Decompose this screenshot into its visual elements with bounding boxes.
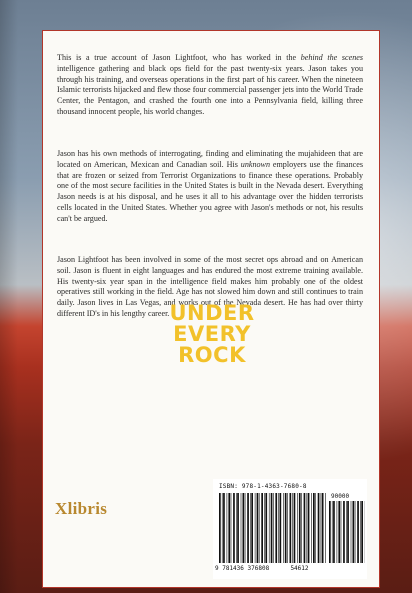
- barcode-bar: [337, 501, 338, 563]
- barcode-bar: [341, 501, 342, 563]
- barcode-box: [213, 479, 367, 579]
- text-run: employers use the finances that are frozen or seized from Terrorist Organizations to finance these operations. Probably one of the most secure facilities in the United States is built in the Nevada desert. Everything Jason needs is at his disposal, and he uses it all to his advantage over the hidden terrorists cells located in the United States. Whether you agree with Jason's methods or not, his results can't be argued.: [57, 159, 363, 223]
- barcode-bar: [357, 501, 359, 563]
- synopsis-paragraph-1: [57, 53, 363, 118]
- barcode-bar: [351, 501, 352, 563]
- barcode-bar: [315, 493, 316, 563]
- barcode-bar: [294, 493, 296, 563]
- barcode-bar: [325, 493, 326, 563]
- synopsis-panel: [42, 30, 380, 588]
- barcode-bar: [313, 493, 315, 563]
- barcode-bar: [222, 493, 223, 563]
- barcode-bar: [287, 493, 288, 563]
- barcode-bar: [321, 493, 322, 563]
- barcode-bar: [243, 493, 245, 563]
- barcode-bar: [227, 493, 228, 563]
- text-run: Jason Lightfoot has been involved in some of the most secret ops abroad and on American soil. Jason is fluent in eight languages and has endured the most extreme training available. His twenty-six year span in the intelligence field makes him probably one of the oldest operatives still working in the field. Age has not slowed him down and still continues to train daily. Jason lives in Las Vegas, and works out of the Nevada desert. He has had over thirty different ID's in his lengthy career.: [57, 255, 363, 318]
- barcode-bar: [283, 493, 284, 563]
- barcode-bar: [285, 493, 287, 563]
- book-title: [43, 303, 381, 366]
- barcode-addon-digits: 54612: [290, 565, 309, 572]
- barcode-bar: [297, 493, 298, 563]
- barcode-bar: [264, 493, 265, 563]
- barcode-bar: [237, 493, 239, 563]
- text-run: Jason has his own methods of interrogating, finding and eliminating the mujahideen that are located on American, Mexican and Canadian soil. His: [57, 149, 363, 169]
- barcode-bar: [241, 493, 242, 563]
- title-line-3: ROCK: [178, 343, 246, 367]
- title-line-2: EVERY: [173, 322, 251, 346]
- barcode-bars: [219, 493, 327, 563]
- barcode-bar: [251, 493, 253, 563]
- barcode-bar: [265, 493, 267, 563]
- synopsis-paragraph-2: [57, 149, 363, 225]
- barcode-bar: [311, 493, 312, 563]
- isbn-label: ISBN: 978-1-4363-7680-8: [219, 483, 307, 490]
- barcode-bar: [223, 493, 225, 563]
- barcode-bar: [346, 501, 347, 563]
- barcode-bar: [322, 493, 324, 563]
- barcode-bar: [236, 493, 237, 563]
- barcode-bar: [219, 493, 221, 563]
- text-run: intelligence gathering and black ops field for the past twenty-six years. Jason takes you through his training, and overseas operations in the first part of his career. When the nineteen Islamic terrorists hijacked and flew those four commercial passenger jets into the World Trade Center, the Pentagon, and crashed the fourth one into a Pennsylvania field, killing three thousand innocent people, his world changes.: [57, 63, 363, 116]
- barcode-bar: [361, 501, 363, 563]
- barcode-bar: [353, 501, 355, 563]
- spine-shadow: [0, 0, 18, 593]
- barcode-bar: [259, 493, 260, 563]
- barcode-bar: [347, 501, 349, 563]
- barcode-bar: [280, 493, 282, 563]
- barcode-bar: [292, 493, 293, 563]
- barcode-addon-number: 90000: [331, 493, 350, 500]
- barcode-bar: [247, 493, 249, 563]
- italic-phrase: unknown: [240, 159, 270, 169]
- text-run: This is a true account of Jason Lightfoot, who has worked in the: [57, 53, 301, 62]
- barcode-bar: [304, 493, 306, 563]
- barcode-bar: [233, 493, 235, 563]
- barcode-main-digits: 9 781436 376808: [215, 565, 270, 572]
- barcode-bar: [257, 493, 259, 563]
- barcode-bar: [231, 493, 232, 563]
- barcode-bar: [338, 501, 340, 563]
- barcode-bar: [301, 493, 302, 563]
- barcode-bar: [261, 493, 263, 563]
- barcode-bar: [333, 501, 335, 563]
- barcode-bar: [299, 493, 301, 563]
- barcode-bar: [360, 501, 361, 563]
- barcode-digits: [215, 565, 365, 572]
- title-line-1: UNDER: [169, 301, 255, 325]
- barcode-bar: [269, 493, 270, 563]
- italic-phrase: behind the scenes: [300, 53, 363, 62]
- barcode-bar: [271, 493, 273, 563]
- barcode-bar: [245, 493, 246, 563]
- barcode-bar: [307, 493, 308, 563]
- barcode-bar: [290, 493, 292, 563]
- barcode-bar: [355, 501, 356, 563]
- barcode-bar: [275, 493, 277, 563]
- barcode-bar: [332, 501, 333, 563]
- barcode-bar: [318, 493, 320, 563]
- barcode-bar: [329, 501, 331, 563]
- barcode-bar: [343, 501, 345, 563]
- barcode-bar: [228, 493, 230, 563]
- barcode-bar: [273, 493, 274, 563]
- publisher-logo: Xlibris: [55, 499, 108, 518]
- barcode-bar: [308, 493, 310, 563]
- barcode-bar: [250, 493, 251, 563]
- barcode-bar: [278, 493, 279, 563]
- barcode-bar: [255, 493, 256, 563]
- barcode-addon-bars: [329, 501, 365, 563]
